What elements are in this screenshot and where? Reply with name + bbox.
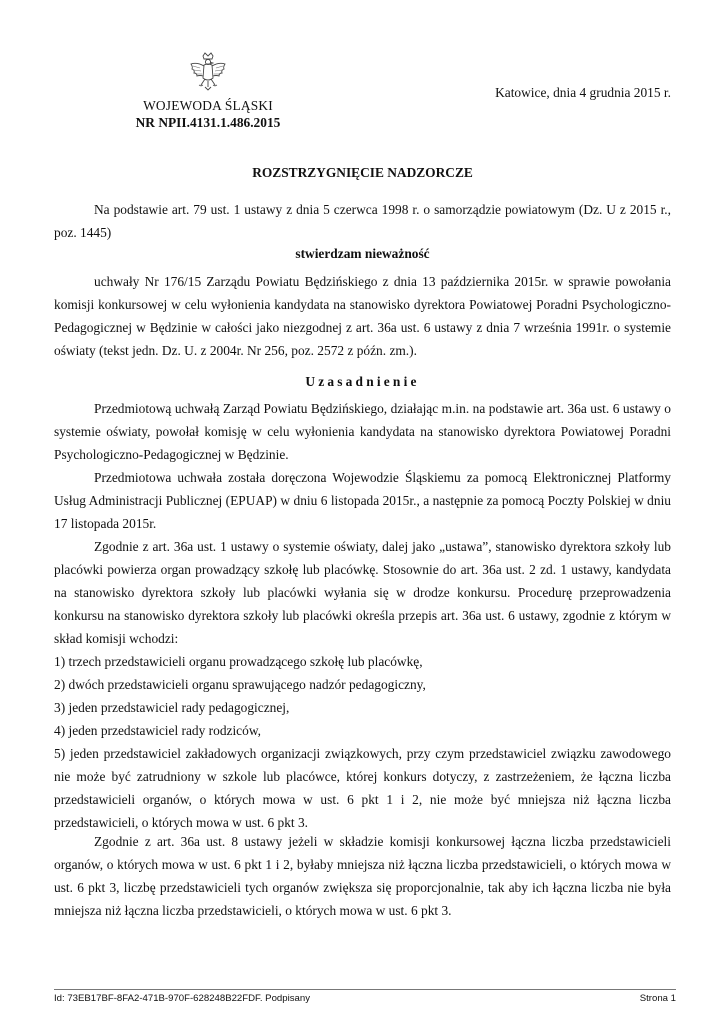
place-date: Katowice, dnia 4 grudnia 2015 r.: [495, 85, 671, 100]
legal-basis-paragraph: Na podstawie art. 79 ust. 1 ustawy z dnia 5 czerwca 1998 r. o samorządzie powiatowym (Dz. U z 2015 r., poz. 1445): [54, 202, 671, 240]
list-item: 3) jeden przedstawiciel rady pedagogicznej,: [54, 700, 290, 715]
finding-paragraph: uchwały Nr 176/15 Zarządu Powiatu Będzińskiego z dnia 13 października 2015r. w sprawie powołania komisji konkursowej w celu wyłonienia kandydata na stanowisko dyrektora Powiatowej Poradni Psychologiczno-Pedagogicznej w Będzinie w całości jako niezgodnej z art. 36a ust. 6 ustawy z dnia 7 września 1991r. o systemie oświaty (tekst jedn. Dz. U. z 2004r. Nr 256, poz. 2572 z późn. zm.).: [54, 274, 671, 358]
document-id: Id: 73EB17BF-8FA2-471B-970F-628248B22FDF. Podpisany: [54, 993, 310, 1004]
list-item: 5) jeden przedstawiciel zakładowych organizacji związkowych, przy czym przedstawiciel związku zawodowego nie może być zatrudniony w szkole lub placówce, której konkurs dotyczy, z zastrzeżeniem, że łączna liczba przedstawicieli organów, o których mowa w ust. 6 pkt 1 i 2, nie może być mniejsza niż łączna liczba przedstawicieli, o których mowa w ust. 6 pkt 3.: [54, 746, 671, 830]
issuer-number: NR NPII.4131.1.486.2015: [135, 115, 281, 130]
justification-heading: Uzasadnienie: [305, 374, 420, 389]
document-title: ROZSTRZYGNIĘCIE NADZORCZE: [252, 165, 473, 180]
finding-heading: stwierdzam nieważność: [295, 246, 430, 261]
justification-paragraph-3: Zgodnie z art. 36a ust. 1 ustawy o systemie oświaty, dalej jako „ustawa”, stanowisko dyrektora szkoły lub placówki powierza organ prowadzący szkołę lub placówkę. Stosownie do art. 36a ust. 2 zd. 1 ustawy, kandydata na stanowisko dyrektora szkoły lub placówki wyłania się w drodze konkursu. Procedurę przeprowadzenia konkursu na stanowisko dyrektora szkoły lub placówki określa przepis art. 36a ust. 6 ustawy, zgodnie z którym w skład komisji wchodzi:: [54, 539, 671, 646]
closing-paragraph: Zgodnie z art. 36a ust. 8 ustawy jeżeli w składzie komisji konkursowej łączna liczba przedstawicieli organów, o których mowa w ust. 6 pkt 1 i 2, byłaby mniejsza niż łączna liczba przedstawicieli, o których mowa w ust. 6 pkt 3, liczbę przedstawicieli tych organów zwiększa się proporcjonalnie, tak aby ich łączna liczba nie była mniejsza niż łączna liczba przedstawicieli, o których mowa w ust. 6 pkt 3.: [54, 834, 671, 918]
page-number: Strona 1: [639, 993, 676, 1004]
justification-paragraph-2: Przedmiotowa uchwała została doręczona Wojewodzie Śląskiemu za pomocą Elektronicznej Platformy Usług Administracji Publicznej (EPUAP) w dniu 6 listopada 2015r., a następnie za pomocą Poczty Polskiej w dniu 17 listopada 2015r.: [54, 470, 671, 531]
issuer-name: WOJEWODA ŚLĄSKI: [143, 98, 273, 113]
list-item: 1) trzech przedstawicieli organu prowadzącego szkołę lub placówkę,: [54, 654, 423, 669]
polish-eagle-emblem-icon: [188, 52, 228, 96]
footer-divider: [54, 989, 676, 990]
list-item: 4) jeden przedstawiciel rady rodziców,: [54, 723, 261, 738]
issuer-block: [108, 97, 308, 131]
justification-paragraph-1: Przedmiotową uchwałą Zarząd Powiatu Będzińskiego, działając m.in. na podstawie art. 36a ust. 6 ustawy o systemie oświaty, powołał komisję w celu wyłonienia kandydata na stanowisko dyrektora Powiatowej Poradni Psychologiczno-Pedagogicznej w Będzinie.: [54, 401, 671, 462]
list-item: 2) dwóch przedstawicieli organu sprawującego nadzór pedagogiczny,: [54, 677, 426, 692]
